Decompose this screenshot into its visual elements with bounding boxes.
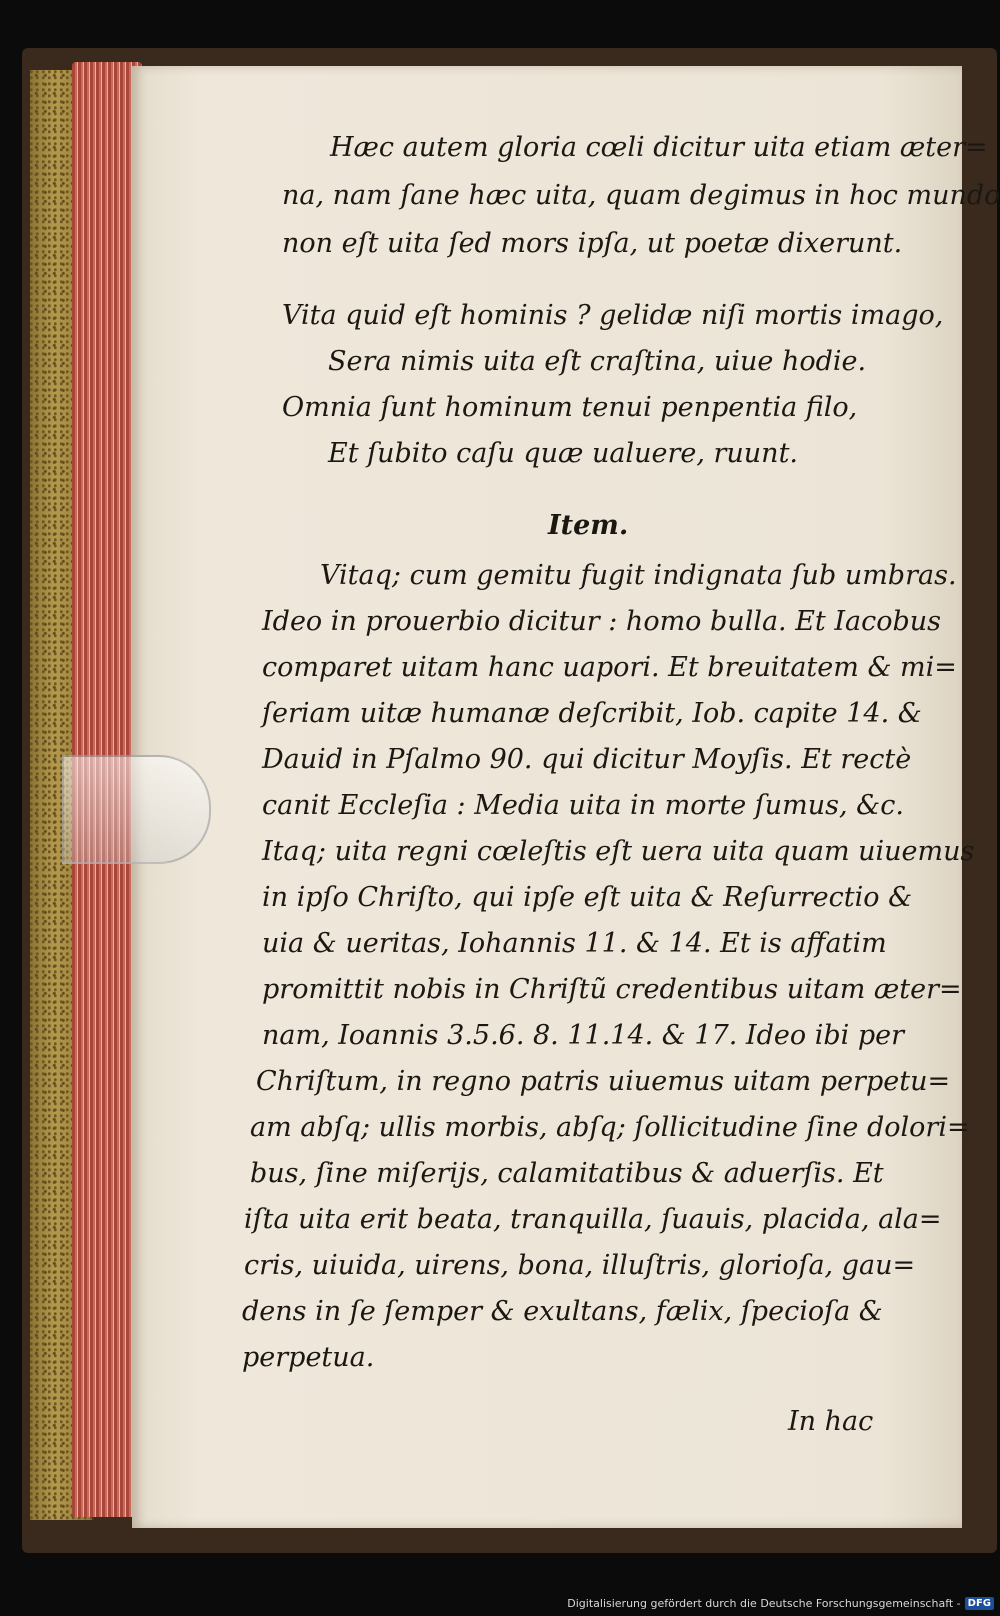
text-line: ſeriam uitæ humanæ deſcribit, Iob. capite 14. &	[262, 698, 922, 729]
text-line: in ipſo Chriſto, qui ipſe eſt uita & Reſurrectio &	[262, 882, 913, 913]
verse-line: Et ſubito caſu quæ ualuere, ruunt.	[328, 438, 798, 469]
page-clip	[62, 755, 211, 864]
text-line: iſta uita erit beata, tranquilla, ſuauis, placida, ala=	[244, 1204, 942, 1235]
footer	[0, 1590, 1000, 1616]
text-line: cris, uiuida, uirens, bona, illuſtris, glorioſa, gau=	[244, 1250, 916, 1281]
text-line: am abſq; ullis morbis, abſq; ſollicitudine ſine dolori=	[250, 1112, 970, 1143]
text-line: perpetua.	[242, 1342, 375, 1373]
text-line: non eſt uita ſed mors ipſa, ut poetæ dixerunt.	[282, 228, 903, 259]
section-heading: Item.	[548, 510, 629, 541]
text-line: promittit nobis in Chriſtũ credentibus uitam æter=	[262, 974, 962, 1005]
text-line: Itaq; uita regni cœleſtis eſt uera uita quam uiuemus	[262, 836, 975, 867]
catchword: In hac	[788, 1406, 874, 1437]
text-line: Hæc autem gloria cœli dicitur uita etiam æter=	[330, 132, 988, 163]
text-line: bus, ſine miſerijs, calamitatibus & aduerſis. Et	[250, 1158, 884, 1189]
text-line: nam, Ioannis 3.5.6. 8. 11.14. & 17. Ideo ibi per	[262, 1020, 905, 1051]
verse-line: Vita quid eſt hominis ? gelidæ niſi mortis imago,	[282, 300, 944, 331]
text-line: dens in ſe ſemper & exultans, fælix, ſpecioſa &	[242, 1296, 883, 1327]
book-page	[132, 66, 1000, 1528]
text-line: Chriſtum, in regno patris uiuemus uitam perpetu=	[256, 1066, 951, 1097]
footer-text: Digitalisierung gefördert durch die Deutsche Forschungsgemeinschaft -	[567, 1596, 961, 1610]
text-line: Vitaq; cum gemitu fugit indignata ſub umbras.	[320, 560, 957, 591]
text-line: uia & ueritas, Iohannis 11. & 14. Et is affatim	[262, 928, 887, 959]
text-line: na, nam ſane hæc uita, quam degimus in hoc mundo	[282, 180, 1000, 211]
dfg-logo: DFG	[965, 1597, 994, 1610]
verse-line: Sera nimis uita eſt craſtina, uiue hodie.	[328, 346, 867, 377]
text-line: comparet uitam hanc uapori. Et breuitatem & mi=	[262, 652, 957, 683]
page-text	[132, 66, 1000, 1528]
text-line: Dauid in Pſalmo 90. qui dicitur Moyſis. Et rectè	[262, 744, 912, 775]
text-line: Ideo in prouerbio dicitur : homo bulla. Et Iacobus	[262, 606, 942, 637]
verse-line: Omnia ſunt hominum tenui penpentia filo,	[282, 392, 858, 423]
text-line: canit Eccleſia : Media uita in morte ſumus, &c.	[262, 790, 904, 821]
